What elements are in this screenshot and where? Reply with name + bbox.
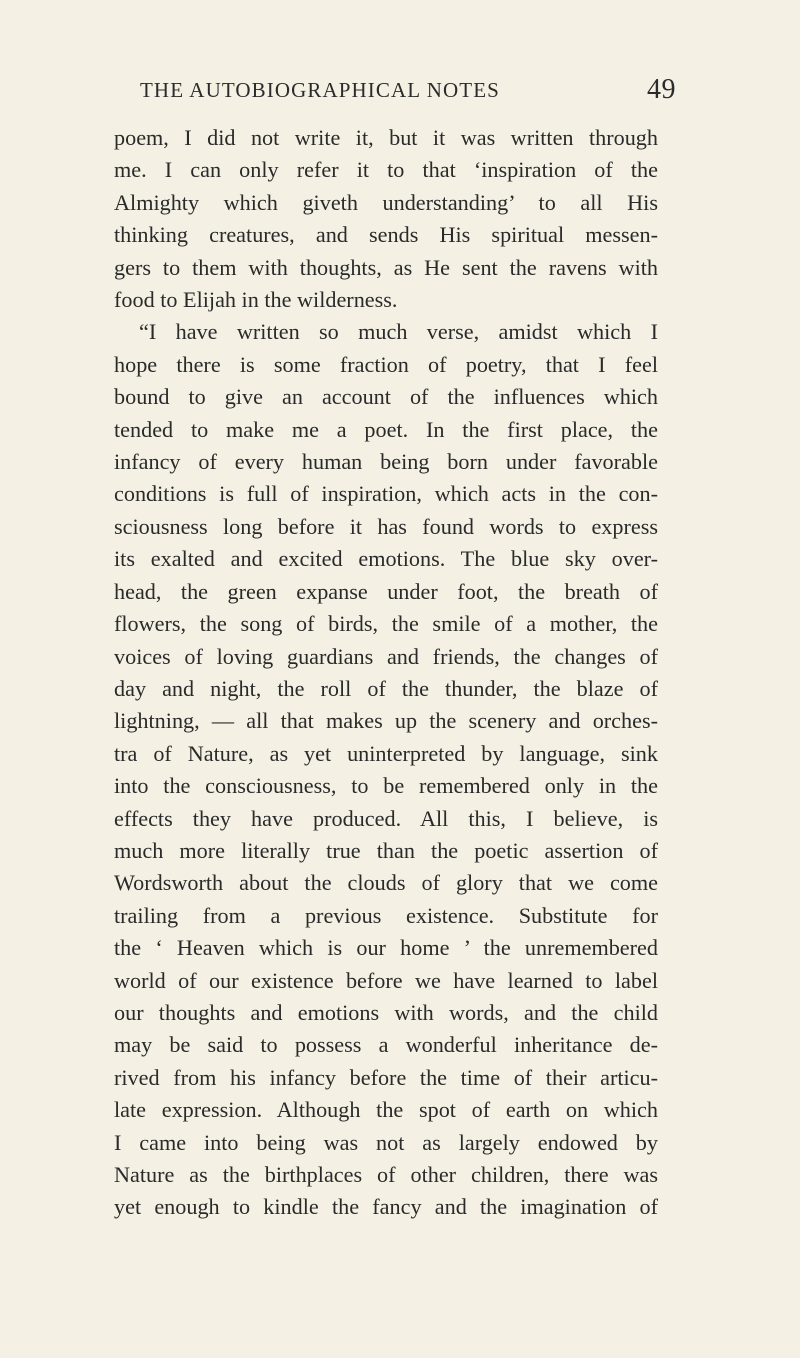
text-line: infancy of every human being born under favorable (114, 449, 658, 475)
text-line: “I have written so much verse, amidst which I (139, 319, 658, 345)
text-line: into the consciousness, to be remembered only in the (114, 773, 658, 799)
text-line: may be said to possess a wonderful inheritance de- (114, 1032, 658, 1058)
text-line: flowers, the song of birds, the smile of a mother, the (114, 611, 658, 637)
body-text (114, 122, 658, 1224)
text-line: tra of Nature, as yet uninterpreted by language, sink (114, 740, 658, 766)
text-line: voices of loving guardians and friends, the changes of (114, 643, 658, 669)
page-number: 49 (647, 74, 676, 105)
text-line: hope there is some fraction of poetry, that I feel (114, 351, 658, 377)
text-line: Almighty which giveth understanding’ to all His (114, 189, 658, 215)
text-line: world of our existence before we have learned to label (114, 967, 658, 993)
text-line: thinking creatures, and sends His spiritual messen- (114, 222, 658, 248)
text-line: tended to make me a poet. In the first place, the (114, 416, 658, 442)
text-line: trailing from a previous existence. Substitute for (114, 902, 658, 928)
text-line: poem, I did not write it, but it was written through (114, 125, 658, 150)
text-line: head, the green expanse under foot, the breath of (114, 578, 658, 604)
text-line: bound to give an account of the influences which (114, 384, 658, 410)
text-line: the ‘ Heaven which is our home ’ the unremembered (114, 935, 658, 961)
text-line: its exalted and excited emotions. The blue sky over- (114, 546, 658, 572)
text-line: yet enough to kindle the fancy and the imagination of (114, 1194, 658, 1220)
text-line: effects they have produced. All this, I believe, is (114, 805, 658, 831)
text-line: late expression. Although the spot of earth on which (114, 1097, 658, 1123)
text-line: gers to them with thoughts, as He sent the ravens with (114, 254, 658, 280)
text-line: much more literally true than the poetic assertion of (114, 837, 658, 863)
page-header (140, 74, 676, 114)
text-line: Wordsworth about the clouds of glory that we come (114, 870, 658, 896)
text-line: me. I can only refer it to that ‘inspiration of the (114, 157, 658, 183)
running-head: THE AUTOBIOGRAPHICAL NOTES (140, 78, 500, 102)
text-line: food to Elijah in the wilderness. (114, 287, 398, 313)
text-line: lightning, — all that makes up the scenery and orches- (114, 708, 658, 734)
text-line: our thoughts and emotions with words, and the child (114, 999, 658, 1025)
text-line: sciousness long before it has found words to express (114, 513, 658, 539)
text-line: rived from his infancy before the time of their articu- (114, 1064, 658, 1090)
text-line: Nature as the birthplaces of other children, there was (114, 1162, 658, 1187)
text-line: conditions is full of inspiration, which acts in the con- (114, 481, 658, 507)
text-line: I came into being was not as largely endowed by (114, 1129, 658, 1155)
text-line: day and night, the roll of the thunder, the blaze of (114, 675, 658, 701)
